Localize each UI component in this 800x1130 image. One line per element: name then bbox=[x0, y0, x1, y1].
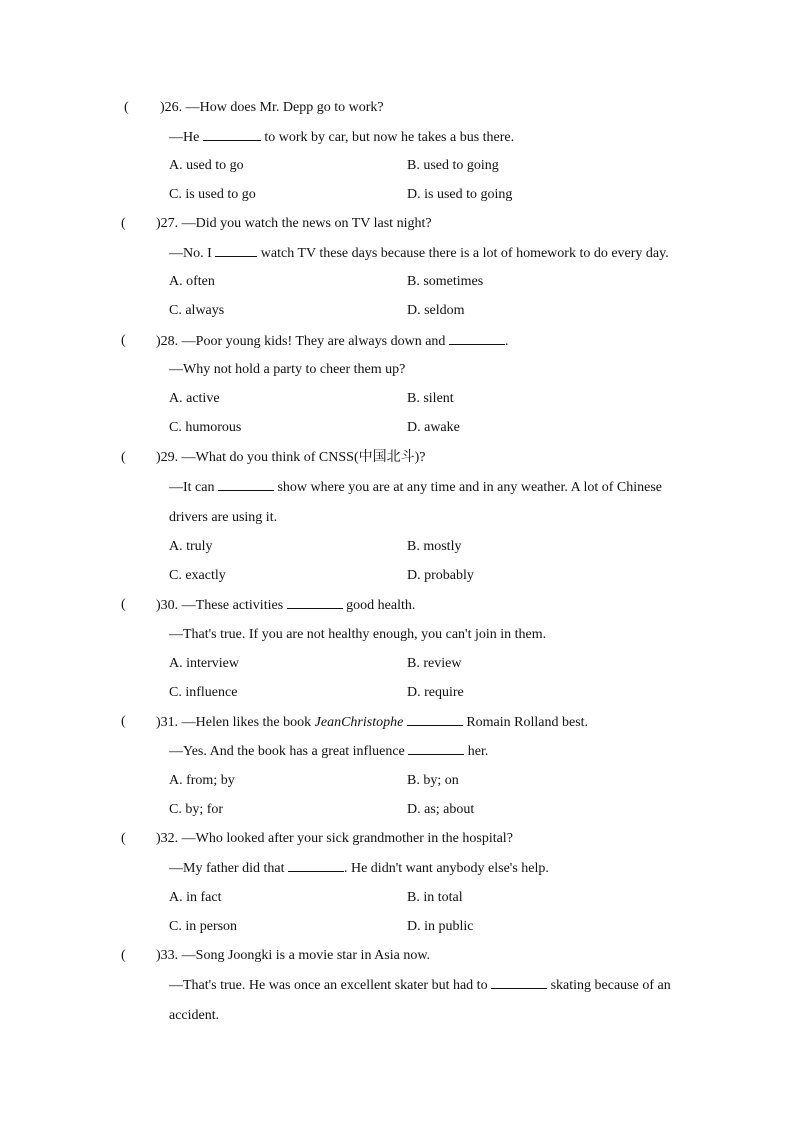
q32-option-c[interactable]: C. in person bbox=[169, 919, 238, 934]
q31-book-title: JeanChristophe bbox=[314, 715, 404, 730]
q33-number: )33. bbox=[156, 948, 182, 963]
q32-paren: ( bbox=[121, 831, 126, 846]
q31-stem bbox=[156, 713, 588, 732]
q29-reply-start: —It can bbox=[169, 480, 218, 495]
q31-reply bbox=[169, 742, 488, 761]
q30-option-a[interactable]: A. interview bbox=[169, 656, 239, 671]
q27-answer-blank[interactable] bbox=[215, 244, 257, 257]
q28-reply: —Why not hold a party to cheer them up? bbox=[169, 362, 406, 377]
q29-reply-end: show where you are at any time and in any weather. A lot of Chinese bbox=[273, 480, 662, 495]
q26-paren: ( bbox=[124, 100, 129, 115]
q33-reply-end: skating because of an bbox=[547, 978, 671, 993]
q31-answer-blank-2[interactable] bbox=[408, 742, 464, 755]
q27-paren: ( bbox=[121, 216, 126, 231]
q29-paren: ( bbox=[121, 450, 126, 465]
q31-paren: ( bbox=[121, 714, 126, 729]
q29-stem bbox=[156, 449, 426, 467]
q27-reply-end: watch TV these days because there is a lot of homework to do every day. bbox=[257, 246, 669, 261]
q33-stem bbox=[156, 947, 430, 965]
q30-question-end: good health. bbox=[342, 598, 416, 613]
q27-option-a[interactable]: A. often bbox=[169, 274, 215, 289]
q32-question: —Who looked after your sick grandmother in the hospital? bbox=[181, 831, 513, 846]
q29-reply bbox=[169, 478, 662, 497]
q29-option-d[interactable]: D. probably bbox=[407, 568, 474, 583]
q30-number: )30. bbox=[156, 598, 182, 613]
q26-stem bbox=[160, 99, 384, 117]
q29-reply-continued: drivers are using it. bbox=[169, 510, 278, 525]
q29-option-b[interactable]: B. mostly bbox=[407, 539, 462, 554]
q32-reply-start: —My father did that bbox=[169, 861, 288, 876]
q26-reply-start: —He bbox=[169, 130, 203, 145]
q26-reply bbox=[169, 128, 514, 147]
q31-option-d[interactable]: D. as; about bbox=[407, 802, 475, 817]
q27-stem bbox=[156, 215, 432, 233]
q27-reply-start: —No. I bbox=[169, 246, 216, 261]
q26-answer-blank[interactable] bbox=[203, 128, 261, 141]
q30-stem bbox=[156, 596, 415, 615]
q33-reply-start: —That's true. He was once an excellent skater but had to bbox=[169, 978, 492, 993]
q27-reply bbox=[169, 244, 669, 263]
q30-option-d[interactable]: D. require bbox=[407, 685, 464, 700]
q27-number: )27. bbox=[156, 216, 182, 231]
q33-reply bbox=[169, 976, 671, 995]
q30-option-b[interactable]: B. review bbox=[407, 656, 462, 671]
q31-number: )31. bbox=[156, 715, 182, 730]
q28-stem bbox=[156, 332, 508, 351]
q26-option-b[interactable]: B. used to going bbox=[407, 158, 499, 173]
q32-option-a[interactable]: A. in fact bbox=[169, 890, 222, 905]
q26-number: )26. bbox=[160, 100, 186, 115]
q27-option-b[interactable]: B. sometimes bbox=[407, 274, 484, 289]
q29-answer-blank[interactable] bbox=[218, 478, 274, 491]
q30-option-c[interactable]: C. influence bbox=[169, 685, 238, 700]
q31-option-c[interactable]: C. by; for bbox=[169, 802, 224, 817]
q32-option-b[interactable]: B. in total bbox=[407, 890, 463, 905]
q27-option-c[interactable]: C. always bbox=[169, 303, 225, 318]
q31-option-a[interactable]: A. from; by bbox=[169, 773, 235, 788]
q28-option-c[interactable]: C. humorous bbox=[169, 420, 242, 435]
q30-reply: —That's true. If you are not healthy enough, you can't join in them. bbox=[169, 627, 547, 642]
q28-option-b[interactable]: B. silent bbox=[407, 391, 454, 406]
q33-reply-continued: accident. bbox=[169, 1008, 220, 1023]
q26-option-c[interactable]: C. is used to go bbox=[169, 187, 256, 202]
q31-option-b[interactable]: B. by; on bbox=[407, 773, 459, 788]
q32-stem bbox=[156, 830, 513, 848]
q31-question-start: —Helen likes the book bbox=[181, 715, 315, 730]
q31-answer-blank-1[interactable] bbox=[407, 713, 463, 726]
q31-reply-end: her. bbox=[464, 744, 489, 759]
q26-question: —How does Mr. Depp go to work? bbox=[185, 100, 384, 115]
q29-option-a[interactable]: A. truly bbox=[169, 539, 213, 554]
q32-option-d[interactable]: D. in public bbox=[407, 919, 474, 934]
q32-reply bbox=[169, 859, 549, 878]
q27-option-d[interactable]: D. seldom bbox=[407, 303, 465, 318]
q28-paren: ( bbox=[121, 333, 126, 348]
q33-question: —Song Joongki is a movie star in Asia now. bbox=[181, 948, 431, 963]
q28-number: )28. bbox=[156, 334, 182, 349]
q29-question: —What do you think of CNSS(中国北斗)? bbox=[181, 450, 426, 465]
q28-option-d[interactable]: D. awake bbox=[407, 420, 460, 435]
q29-option-c[interactable]: C. exactly bbox=[169, 568, 226, 583]
q28-answer-blank[interactable] bbox=[449, 332, 505, 345]
q26-option-d[interactable]: D. is used to going bbox=[407, 187, 513, 202]
q33-answer-blank[interactable] bbox=[491, 976, 547, 989]
q31-question-end: Romain Rolland best. bbox=[462, 715, 589, 730]
q32-reply-end: . He didn't want anybody else's help. bbox=[343, 861, 549, 876]
q27-question: —Did you watch the news on TV last night? bbox=[181, 216, 432, 231]
q28-question-start: —Poor young kids! They are always down and bbox=[181, 334, 449, 349]
q28-option-a[interactable]: A. active bbox=[169, 391, 220, 406]
q26-option-a[interactable]: A. used to go bbox=[169, 158, 244, 173]
q26-reply-end: to work by car, but now he takes a bus there. bbox=[260, 130, 515, 145]
q30-answer-blank[interactable] bbox=[287, 596, 343, 609]
q31-reply-start: —Yes. And the book has a great influence bbox=[169, 744, 409, 759]
q33-paren: ( bbox=[121, 948, 126, 963]
q29-number: )29. bbox=[156, 450, 182, 465]
q32-answer-blank[interactable] bbox=[288, 859, 344, 872]
q32-number: )32. bbox=[156, 831, 182, 846]
q30-paren: ( bbox=[121, 597, 126, 612]
q28-question-end: . bbox=[504, 334, 509, 349]
q30-question-start: —These activities bbox=[181, 598, 287, 613]
